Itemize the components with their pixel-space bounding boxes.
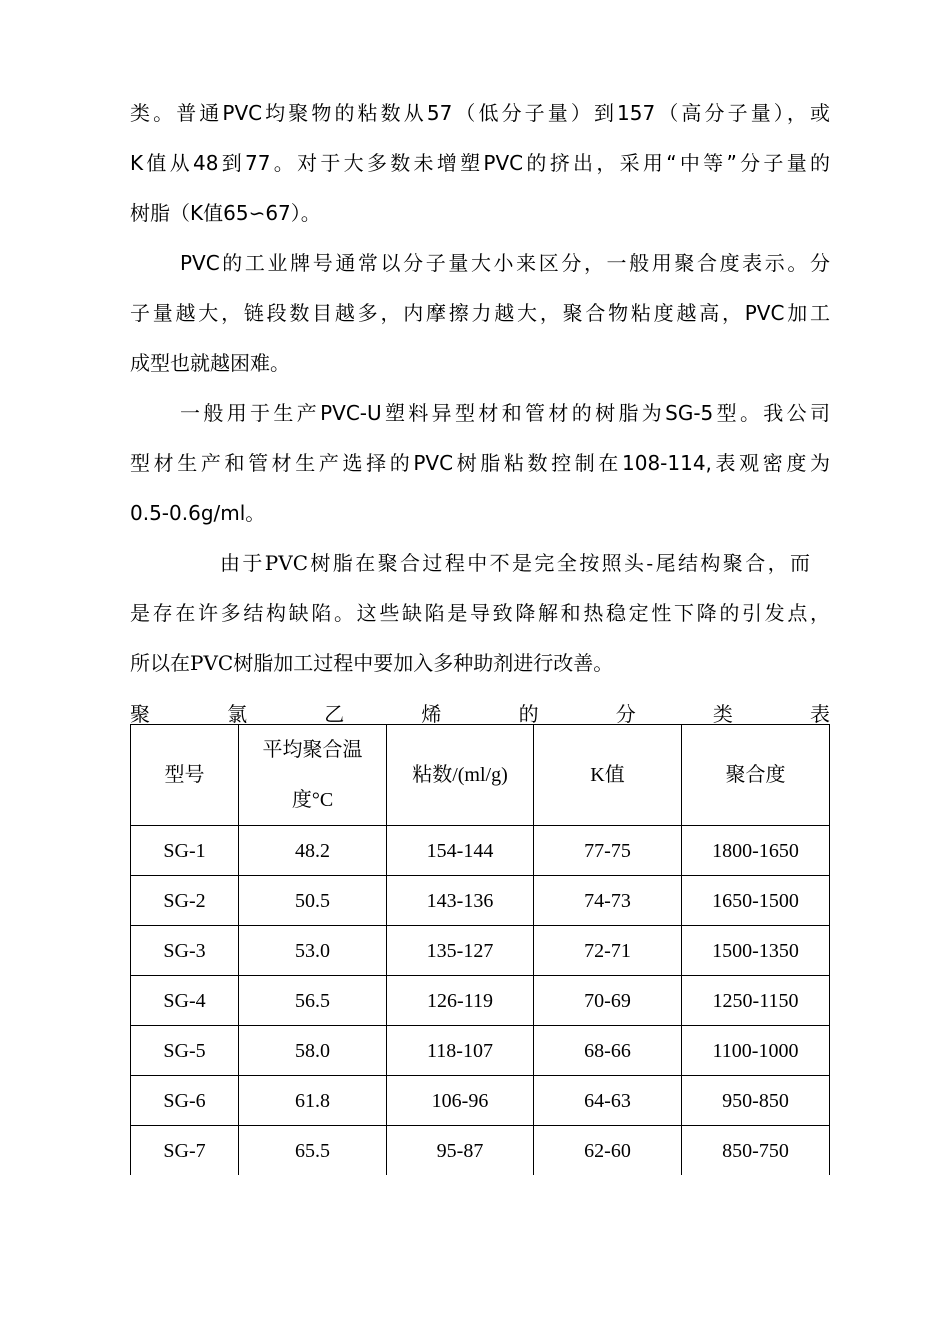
cell-model: SG-7 [131, 1126, 239, 1176]
table-row [131, 1076, 830, 1126]
cell-model: SG-2 [131, 876, 239, 926]
cell-k-value: 74-73 [534, 876, 682, 926]
table-title-char: 分 [615, 702, 636, 726]
cell-viscosity: 126-119 [387, 976, 534, 1026]
cell-model: SG-6 [131, 1076, 239, 1126]
cell-viscosity: 143-136 [387, 876, 534, 926]
cell-temp: 48.2 [239, 826, 387, 876]
paragraph-line: 0.5-0.6g/ml。 [130, 501, 266, 525]
cell-k-value: 68-66 [534, 1026, 682, 1076]
cell-model: SG-3 [131, 926, 239, 976]
cell-temp: 61.8 [239, 1076, 387, 1126]
paragraph-line: 类。普通PVC均聚物的粘数从57（低分子量）到157（高分子量），或 [130, 101, 830, 125]
paragraph-line: 子量越大，链段数目越多，内摩擦力越大，聚合物粘度越高，PVC加工 [130, 301, 830, 325]
table-title [130, 702, 830, 726]
cell-temp: 65.5 [239, 1126, 387, 1176]
cell-viscosity: 118-107 [387, 1026, 534, 1076]
table-title-char: 的 [518, 702, 539, 726]
cell-temp: 58.0 [239, 1026, 387, 1076]
paragraph-line: PVC的工业牌号通常以分子量大小来区分，一般用聚合度表示。分 [180, 251, 830, 275]
cell-viscosity: 154-144 [387, 826, 534, 876]
table-row [131, 926, 830, 976]
table-row [131, 1126, 830, 1176]
cell-model: SG-5 [131, 1026, 239, 1076]
paragraph-line: 成型也就越困难。 [130, 351, 290, 375]
cell-degree: 1650-1500 [682, 876, 830, 926]
cell-temp: 53.0 [239, 926, 387, 976]
cell-viscosity: 135-127 [387, 926, 534, 976]
pvc-classification-table [130, 724, 830, 1175]
cell-degree: 1250-1150 [682, 976, 830, 1026]
paragraph-line: K值从48到77。对于大多数未增塑PVC的挤出，采用“中等”分子量的 [130, 151, 830, 175]
paragraph-line: 型材生产和管材生产选择的PVC树脂粘数控制在108-114,表观密度为 [130, 451, 830, 475]
header-model: 型号 [131, 725, 239, 826]
table-title-char: 表 [809, 702, 830, 726]
cell-temp: 56.5 [239, 976, 387, 1026]
table-title-char: 类 [712, 702, 733, 726]
cell-viscosity: 95-87 [387, 1126, 534, 1176]
cell-k-value: 64-63 [534, 1076, 682, 1126]
table-title-char: 氯 [227, 702, 248, 726]
cell-degree: 1500-1350 [682, 926, 830, 976]
cell-model: SG-4 [131, 976, 239, 1026]
header-polymerization-degree: 聚合度 [682, 725, 830, 826]
cell-model: SG-1 [131, 826, 239, 876]
table-row [131, 876, 830, 926]
cell-degree: 950-850 [682, 1076, 830, 1126]
header-k-value: K值 [534, 725, 682, 826]
header-viscosity: 粘数/(ml/g) [387, 725, 534, 826]
cell-k-value: 77-75 [534, 826, 682, 876]
paragraph-line: 所以在PVC树脂加工过程中要加入多种助剂进行改善。 [130, 651, 614, 675]
cell-degree: 1800-1650 [682, 826, 830, 876]
cell-temp: 50.5 [239, 876, 387, 926]
cell-viscosity: 106-96 [387, 1076, 534, 1126]
table-row [131, 1026, 830, 1076]
paragraph-line: 由于PVC树脂在聚合过程中不是完全按照头-尾结构聚合，而 [220, 551, 810, 575]
paragraph-line: 一般用于生产PVC-U塑料异型材和管材的树脂为SG-5型。我公司 [180, 401, 830, 425]
cell-degree: 1100-1000 [682, 1026, 830, 1076]
cell-degree: 850-750 [682, 1126, 830, 1176]
cell-k-value: 72-71 [534, 926, 682, 976]
table-header-row [131, 725, 830, 826]
table-row [131, 826, 830, 876]
header-avg-temp: 平均聚合温度°C [239, 725, 387, 826]
table-title-char: 乙 [324, 702, 345, 726]
table-title-char: 聚 [130, 702, 150, 726]
table-row [131, 976, 830, 1026]
cell-k-value: 62-60 [534, 1126, 682, 1176]
table-title-char: 烯 [421, 702, 442, 726]
cell-k-value: 70-69 [534, 976, 682, 1026]
paragraph-line: 是存在许多结构缺陷。这些缺陷是导致降解和热稳定性下降的引发点， [130, 601, 830, 625]
paragraph-line: 树脂（K值65∽67）。 [130, 201, 321, 225]
